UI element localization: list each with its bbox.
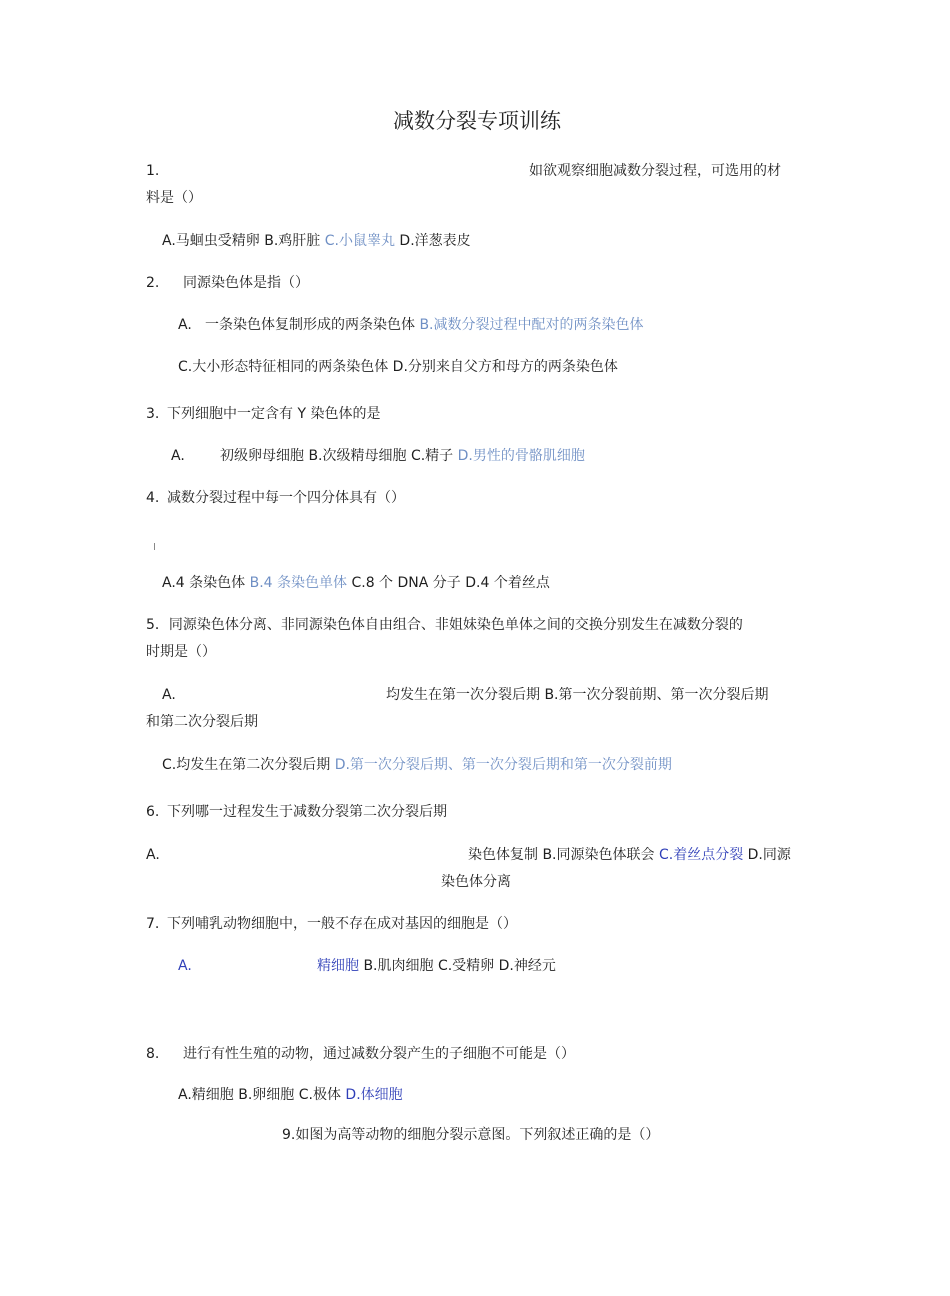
q8-number: 8. (146, 1046, 160, 1062)
q7-option-a-label: A. (178, 958, 192, 974)
q6-option-a-label: A. (146, 847, 160, 863)
q7-answer: 精细胞 (317, 958, 359, 974)
q2-options-cd: C.大小形态特征相同的两条染色体 D.分别来自父方和母方的两条染色体 (178, 359, 618, 375)
q5-options-ab-continued: 和第二次分裂后期 (146, 714, 258, 730)
q4-options (162, 574, 550, 592)
q1-options (162, 232, 471, 250)
q7-stem: 下列哺乳动物细胞中，一般不存在成对基因的细胞是（） (167, 916, 517, 932)
q6-options-continued: 染色体分离 (441, 874, 511, 890)
q2-option-a: 一条染色体复制形成的两条染色体 (205, 317, 420, 333)
q2-options-ab (205, 316, 644, 334)
q4-number: 4. (146, 490, 160, 506)
q5-option-c: C.均发生在第二次分裂后期 (162, 757, 335, 773)
q3-option-a-label: A. (171, 448, 185, 464)
q4-options-text: A.4 条染色体 (162, 575, 250, 591)
q6-number: 6. (146, 804, 160, 820)
q8-options-text: A.精细胞 B.卵细胞 C.极体 (178, 1087, 346, 1103)
q8-answer: D.体细胞 (345, 1087, 403, 1103)
q2-stem: 同源染色体是指（） (183, 275, 309, 291)
stray-mark (154, 543, 155, 550)
q3-options (220, 447, 585, 465)
q1-stem: 如欲观察细胞减数分裂过程，可选用的材 (529, 163, 781, 179)
q5-options-cd (162, 756, 672, 774)
q1-number: 1. (146, 163, 160, 179)
q6-answer: C.着丝点分裂 (658, 847, 744, 863)
q7-options-end: B.肌肉细胞 C.受精卵 D.神经元 (359, 958, 556, 974)
q1-options-end: D.洋葱表皮 (394, 233, 471, 249)
q7-options (317, 957, 556, 975)
q5-stem-continued: 时期是（） (146, 644, 216, 660)
q2-answer: B.减数分裂过程中配对的两条染色体 (419, 317, 644, 333)
q3-answer: D.男性的骨骼肌细胞 (457, 448, 585, 464)
q7-number: 7. (146, 916, 160, 932)
q5-stem: 5．同源染色体分离、非同源染色体自由组合、非姐妹染色单体之间的交换分别发生在减数分裂的 (146, 617, 743, 633)
q5-answer: D.第一次分裂后期、第一次分裂后期和第一次分裂前期 (334, 757, 672, 773)
q6-stem: 下列哪一过程发生于减数分裂第二次分裂后期 (167, 804, 447, 820)
q2-option-a-label: A. (178, 317, 192, 333)
q1-stem-continued: 料是（） (146, 190, 202, 206)
q1-answer: C.小鼠睾丸 (324, 233, 395, 249)
page-title: 减数分裂专项训练 (393, 109, 561, 133)
q3-number: 3. (146, 406, 160, 422)
q1-options-text: A.马蛔虫受精卵 B.鸡肝脏 (162, 233, 325, 249)
q6-options (468, 846, 791, 864)
q8-stem: 进行有性生殖的动物，通过减数分裂产生的子细胞不可能是（） (183, 1046, 575, 1062)
q4-options-end: C.8 个 DNA 分子 D.4 个着丝点 (347, 575, 550, 591)
q3-stem: 下列细胞中一定含有 Y 染色体的是 (167, 406, 381, 422)
q2-number: 2. (146, 275, 160, 291)
q8-options (178, 1086, 403, 1104)
q9-stem: 9.如图为高等动物的细胞分裂示意图。下列叙述正确的是（） (282, 1127, 660, 1143)
q6-options-end: D.同源 (743, 847, 791, 863)
q6-options-text: 染色体复制 B.同源染色体联会 (468, 847, 659, 863)
q4-answer: B.4 条染色单体 (249, 575, 348, 591)
q5-options-ab: 均发生在第一次分裂后期 B.第一次分裂前期、第一次分裂后期 (386, 687, 769, 703)
q3-options-text: 初级卵母细胞 B.次级精母细胞 C.精子 (220, 448, 458, 464)
q4-stem: 减数分裂过程中每一个四分体具有（） (167, 490, 405, 506)
q5-option-a-label: A. (162, 687, 176, 703)
